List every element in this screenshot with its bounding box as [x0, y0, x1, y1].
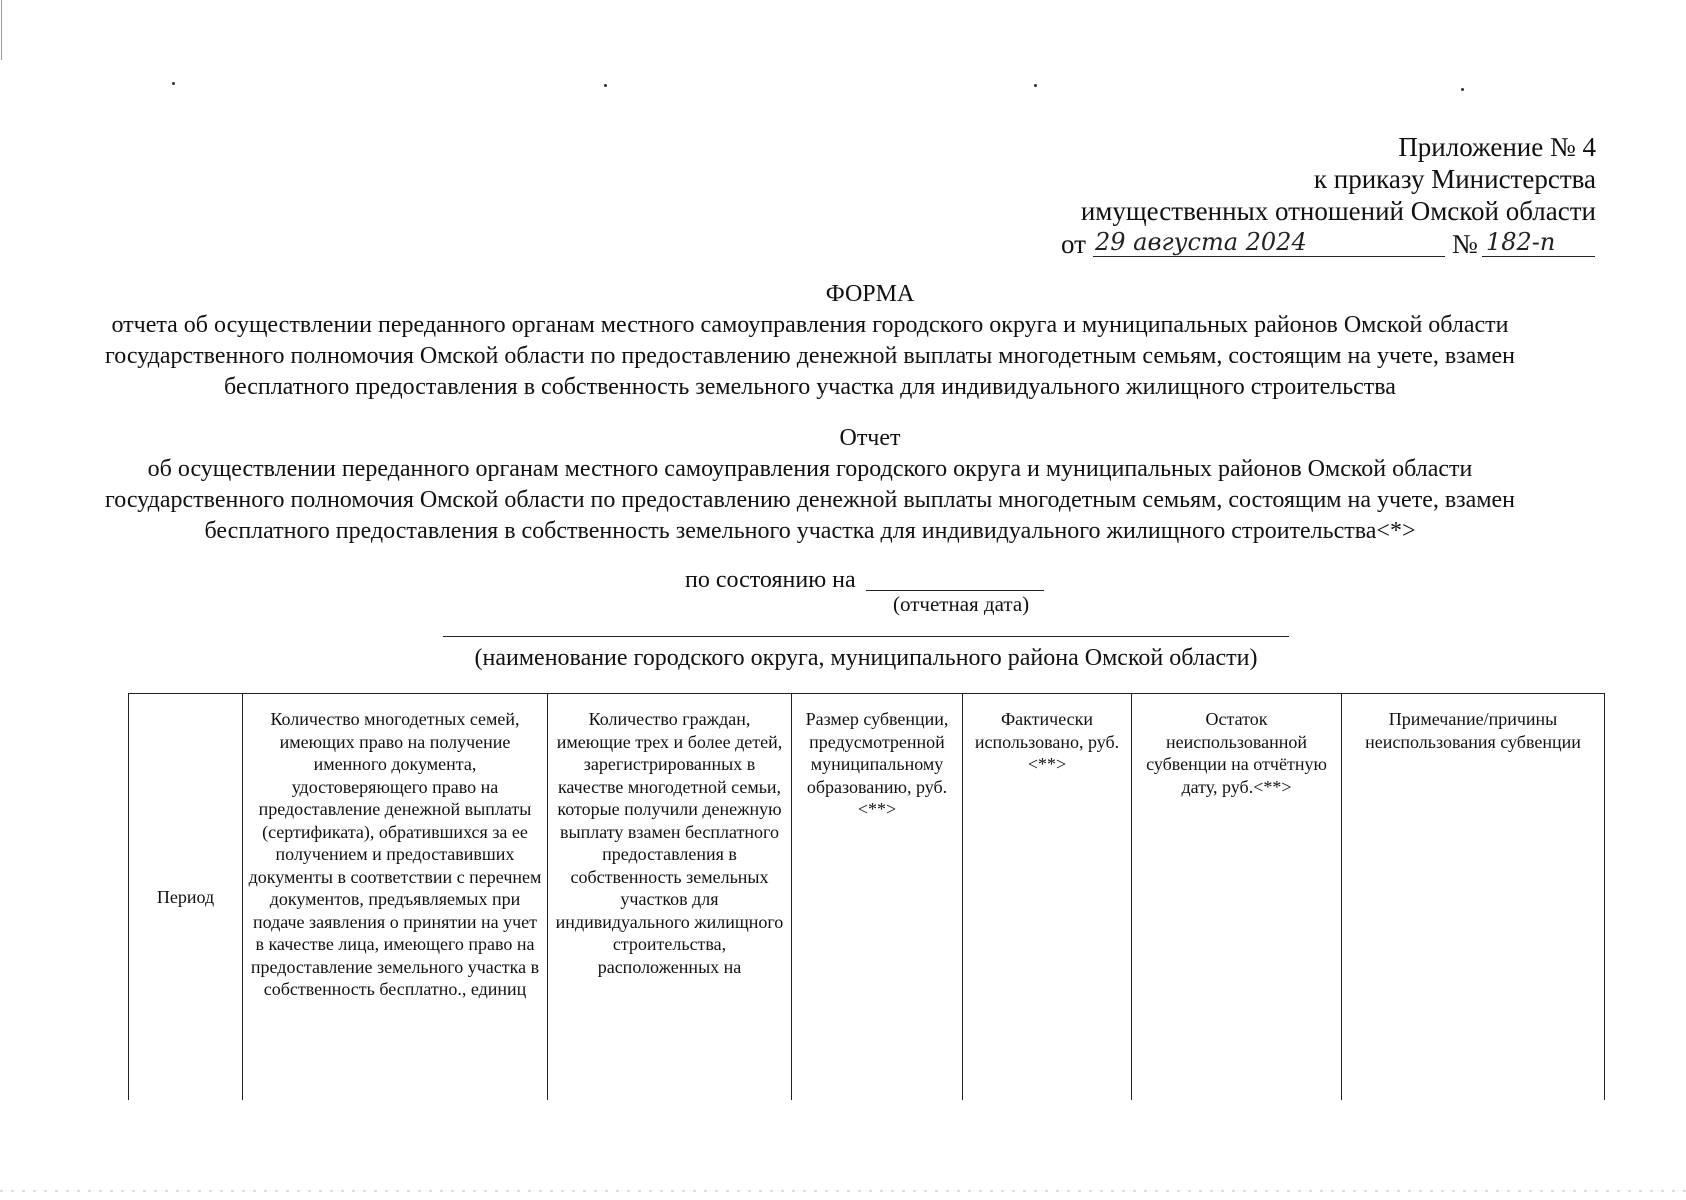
table-header-row	[129, 694, 1605, 1101]
appendix-date-field	[1093, 230, 1445, 257]
as-of-label: по состоянию на	[685, 567, 856, 593]
col-header-remainder: Остаток неиспользованной субвенции на отчётную дату, руб.<**>	[1132, 694, 1342, 1101]
report-title-line-3: бесплатного предоставления в собственность земельного участка для индивидуального жилищного строительства<*>	[204, 518, 1416, 544]
appendix-line-3: имущественных отношений Омской области	[1080, 196, 1596, 226]
col-header-citizens-count: Количество граждан, имеющие трех и более детей, зарегистрированных в качестве многодетной семьи, которые получили денежную выплату взамен бесплатного предоставления в собственность земельных участков для индивидуального жилищного строительства, расположенных на	[548, 694, 792, 1101]
appendix-number-value: 182-п	[1486, 228, 1556, 256]
municipality-field	[443, 620, 1289, 637]
form-title-line-2: государственного полномочия Омской области по предоставлению денежной выплаты многодетным семьям, состоящим на учете, взамен	[105, 343, 1515, 369]
report-heading: Отчет	[839, 425, 901, 451]
form-title-line-1: отчета об осуществлении переданного органам местного самоуправления городского округа и муниципальных районов Омской области	[111, 312, 1509, 338]
appendix-date-value: 29 августа 2024	[1095, 228, 1307, 256]
report-table	[128, 693, 1605, 1100]
report-title-line-1: об осуществлении переданного органам местного самоуправления городского округа и муниципальных районов Омской области	[147, 456, 1473, 482]
col-header-families-count: Количество многодетных семей, имеющих право на получение именного документа, удостоверяющего право на предоставление денежной выплаты (сертификата), обратившихся за ее получением и предоставивших документы в соответствии с перечнем документов, предъявляемых при подаче заявления о принятии на учет в качестве лица, имеющего право на предоставление земельного участка в собственность бесплатно., единиц	[243, 694, 548, 1101]
scan-speck	[604, 84, 607, 87]
form-title-line-3: бесплатного предоставления в собственность земельного участка для индивидуального жилищного строительства	[224, 374, 1396, 400]
scan-speck	[1034, 84, 1037, 87]
scan-bottom-noise	[0, 1190, 1686, 1192]
as-of-date-field	[866, 572, 1044, 591]
col-header-period: Период	[129, 694, 243, 1101]
col-header-subvention-size: Размер субвенции, предусмотренной муниципальному образованию, руб. <**>	[792, 694, 963, 1101]
col-header-notes: Примечание/причины неиспользования субвенции	[1342, 694, 1605, 1101]
appendix-date-prefix: от	[1061, 229, 1086, 259]
form-heading: ФОРМА	[825, 281, 915, 307]
municipality-caption: (наименование городского округа, муниципального района Омской области)	[474, 645, 1258, 671]
as-of-caption: (отчетная дата)	[893, 592, 1030, 616]
scan-speck	[172, 82, 175, 85]
report-title-line-2: государственного полномочия Омской области по предоставлению денежной выплаты многодетным семьям, состоящим на учете, взамен	[105, 487, 1515, 513]
scan-speck	[1461, 88, 1464, 91]
appendix-line-1: Приложение № 4	[1398, 132, 1596, 162]
appendix-number-prefix: №	[1452, 229, 1478, 259]
appendix-line-2: к приказу Министерства	[1313, 164, 1596, 194]
appendix-number-field	[1482, 230, 1595, 257]
col-header-used: Фактически использовано, руб.<**>	[963, 694, 1132, 1101]
scan-edge-line	[1, 0, 2, 60]
